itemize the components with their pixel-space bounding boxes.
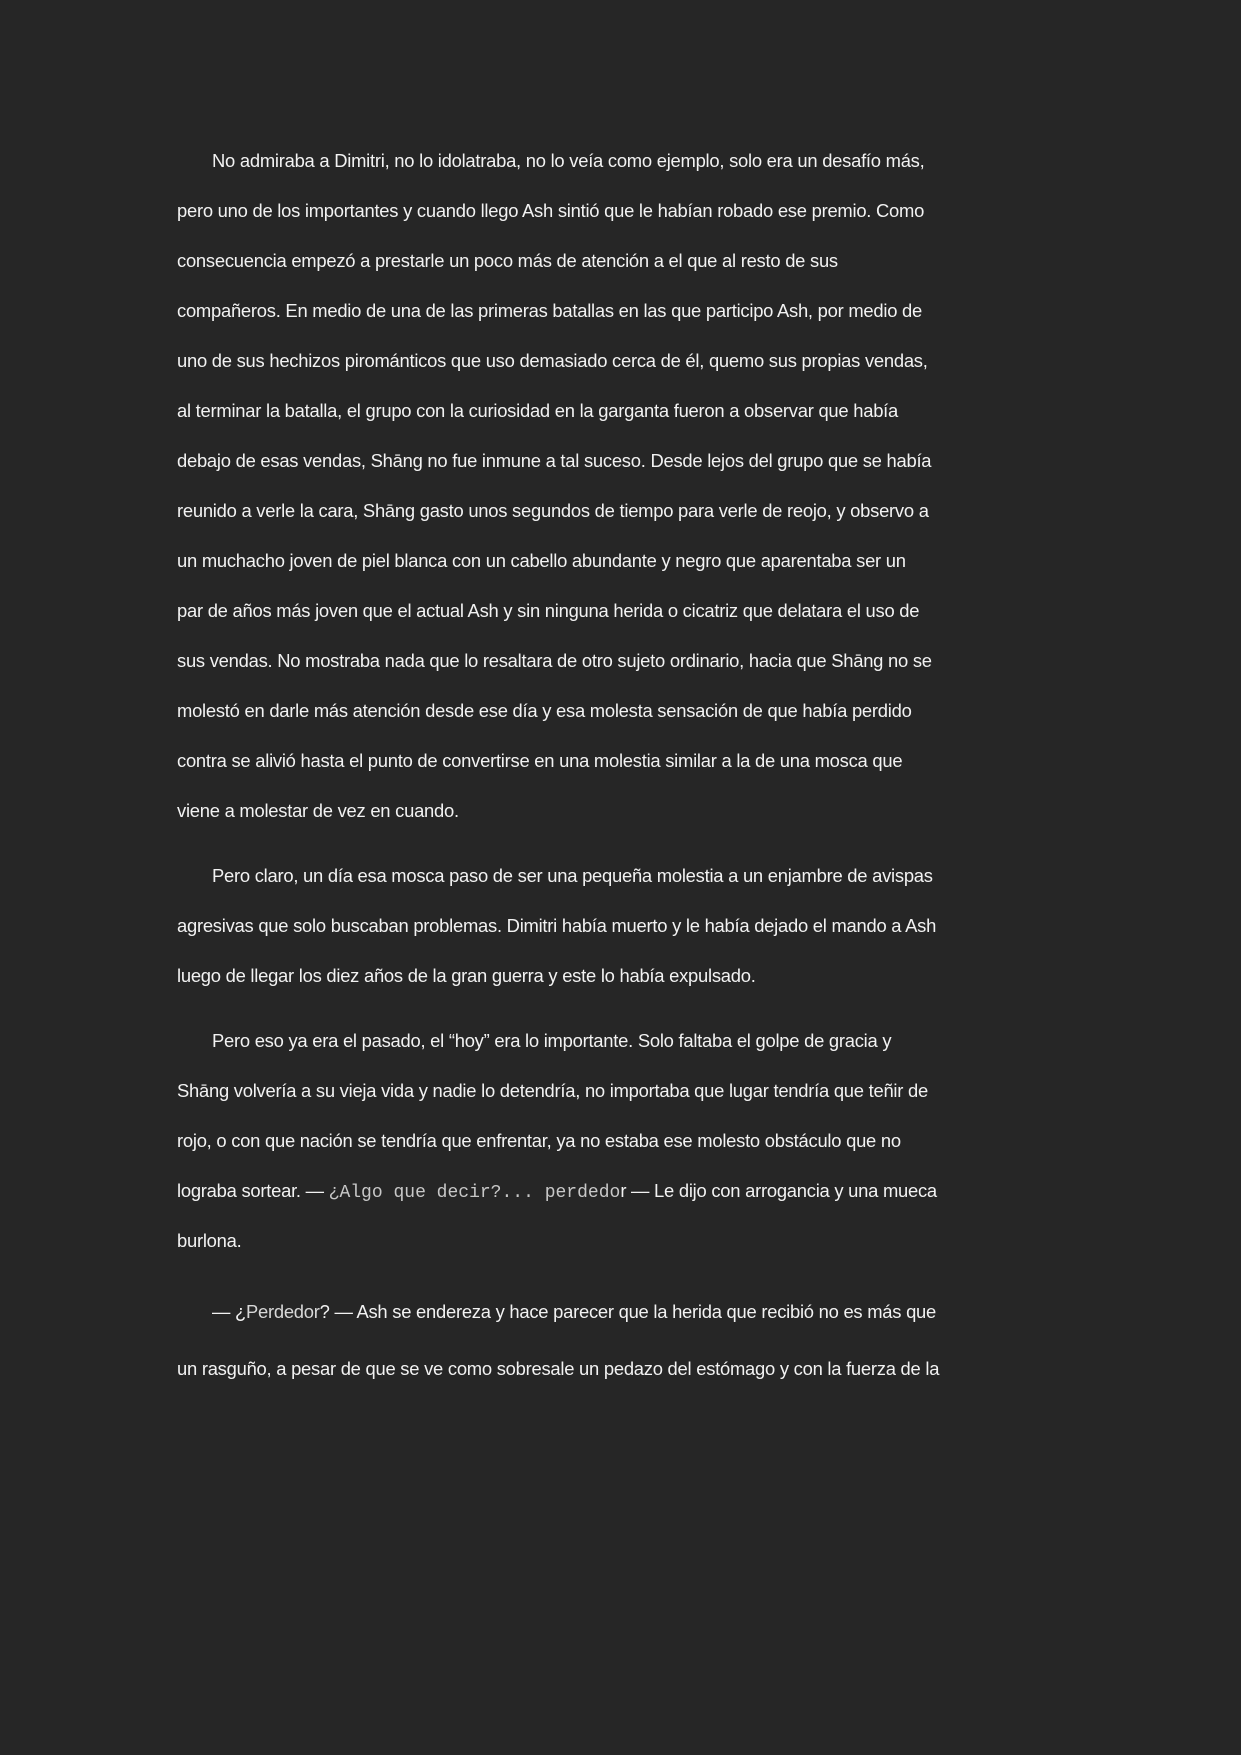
text-line	[177, 1287, 1077, 1337]
text-line: consecuencia empezó a prestarle un poco más de atención a el que al resto de sus	[177, 250, 838, 271]
text-line: luego de llegar los diez años de la gran guerra y este lo había expulsado.	[177, 965, 756, 986]
paragraph-1	[177, 136, 1077, 836]
text-line: viene a molestar de vez en cuando.	[177, 800, 459, 821]
text-line: Pero eso ya era el pasado, el “hoy” era lo importante. Solo faltaba el golpe de gracia y	[212, 1030, 892, 1051]
text-segment: — ¿	[212, 1301, 246, 1322]
text-line: agresivas que solo buscaban problemas. Dimitri había muerto y le había dejado el mando a Ash	[177, 915, 937, 936]
dialogue-quote: ¿Algo que decir?... perdedo	[328, 1183, 621, 1203]
text-line: sus vendas. No mostraba nada que lo resaltara de otro sujeto ordinario, hacia que Shāng no se	[177, 650, 932, 671]
text-line: un rasguño, a pesar de que se ve como sobresale un pedazo del estómago y con la fuerza de la	[177, 1358, 940, 1379]
text-segment: ? — Ash se endereza y hace parecer que la herida que recibió no es más que	[319, 1301, 937, 1322]
text-segment: lograba sortear. —	[177, 1180, 329, 1201]
dialogue-word: Perdedor	[245, 1301, 320, 1322]
text-line: uno de sus hechizos pirománticos que uso demasiado cerca de él, quemo sus propias vendas,	[177, 350, 928, 371]
text-line: un muchacho joven de piel blanca con un cabello abundante y negro que aparentaba ser un	[177, 550, 906, 571]
text-line: No admiraba a Dimitri, no lo idolatraba, no lo veía como ejemplo, solo era un desafío más,	[212, 150, 925, 171]
text-line: contra se alivió hasta el punto de convertirse en una molestia similar a la de una mosca que	[177, 750, 903, 771]
text-segment: r — Le dijo con arrogancia y una mueca	[620, 1180, 937, 1201]
text-line: burlona.	[177, 1230, 242, 1251]
text-line: reunido a verle la cara, Shāng gasto unos segundos de tiempo para verle de reojo, y observo a	[177, 500, 929, 521]
paragraph-4	[177, 1287, 1077, 1401]
document-page	[177, 136, 1077, 1416]
text-line: Pero claro, un día esa mosca paso de ser una pequeña molestia a un enjambre de avispas	[212, 865, 933, 886]
text-line: debajo de esas vendas, Shāng no fue inmune a tal suceso. Desde lejos del grupo que se había	[177, 450, 932, 471]
text-line	[177, 1166, 1077, 1216]
paragraph-3	[177, 1016, 1077, 1269]
text-line: rojo, o con que nación se tendría que enfrentar, ya no estaba ese molesto obstáculo que no	[177, 1130, 901, 1151]
paragraph-2	[177, 851, 1077, 1001]
text-line: Shāng volvería a su vieja vida y nadie lo detendría, no importaba que lugar tendría que teñir de	[177, 1080, 928, 1101]
text-line: par de años más joven que el actual Ash y sin ninguna herida o cicatriz que delatara el uso de	[177, 600, 920, 621]
text-line: compañeros. En medio de una de las primeras batallas en las que participo Ash, por medio de	[177, 300, 922, 321]
text-line: al terminar la batalla, el grupo con la curiosidad en la garganta fueron a observar que había	[177, 400, 899, 421]
text-line: molestó en darle más atención desde ese día y esa molesta sensación de que había perdido	[177, 700, 912, 721]
text-line: pero uno de los importantes y cuando llego Ash sintió que le habían robado ese premio. Como	[177, 200, 925, 221]
